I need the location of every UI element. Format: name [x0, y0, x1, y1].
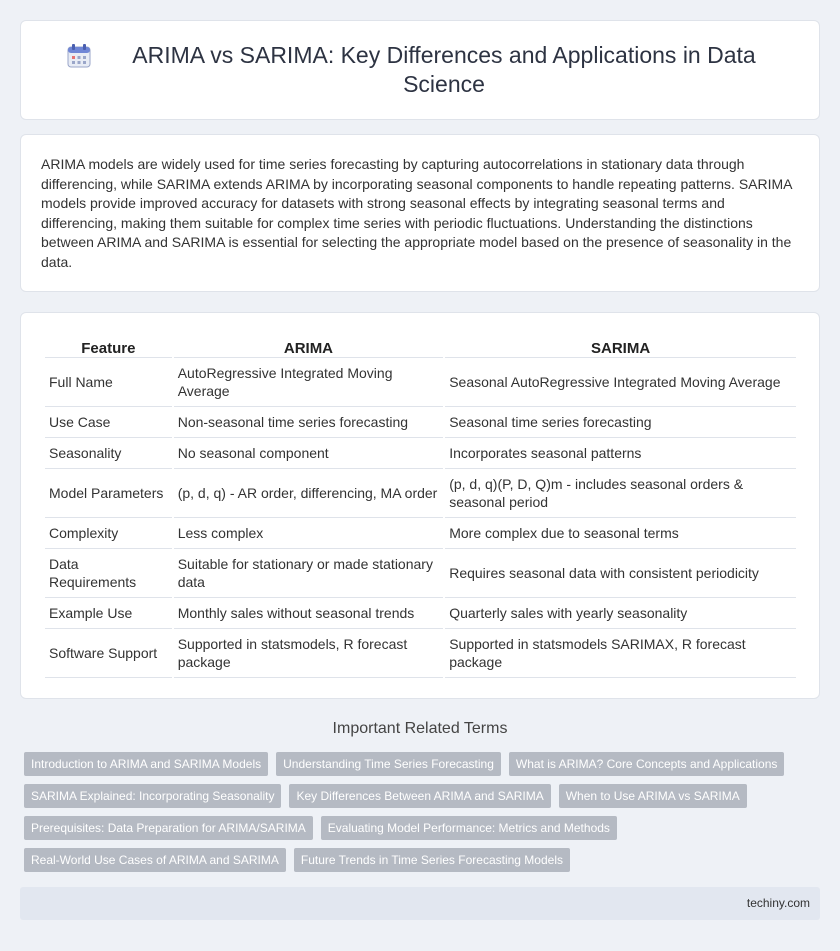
arima-cell: Supported in statsmodels, R forecast package [174, 629, 444, 678]
feature-cell: Software Support [45, 629, 172, 678]
header-card [20, 20, 820, 120]
arima-cell: Suitable for stationary or made stationary data [174, 549, 444, 598]
arima-cell: (p, d, q) - AR order, differencing, MA order [174, 469, 444, 518]
arima-cell: Less complex [174, 518, 444, 549]
sarima-cell: (p, d, q)(P, D, Q)m - includes seasonal orders & seasonal period [445, 469, 796, 518]
sarima-cell: Requires seasonal data with consistent periodicity [445, 549, 796, 598]
table-row [45, 549, 796, 598]
table-row [45, 598, 796, 629]
arima-cell: Monthly sales without seasonal trends [174, 598, 444, 629]
table-row [45, 407, 796, 438]
sarima-cell: Seasonal AutoRegressive Integrated Moving Average [445, 358, 796, 407]
related-term-tag[interactable]: Understanding Time Series Forecasting [276, 752, 501, 776]
feature-cell: Use Case [45, 407, 172, 438]
footer [20, 887, 820, 920]
feature-cell: Data Requirements [45, 549, 172, 598]
table-row [45, 469, 796, 518]
sarima-cell: Incorporates seasonal patterns [445, 438, 796, 469]
header-sarima: SARIMA [445, 335, 796, 358]
feature-cell: Seasonality [45, 438, 172, 469]
header-arima: ARIMA [174, 335, 444, 358]
intro-paragraph: ARIMA models are widely used for time series forecasting by capturing autocorrelations in stationary data through differencing, while SARIMA extends ARIMA by incorporating seasonal components to handle repeating patterns. SARIMA models provide improved accuracy for datasets with strong seasonal effects by integrating seasonal terms and differencing, making them suitable for complex time series with periodic fluctuations. Understanding the distinctions between ARIMA and SARIMA is essential for selecting the appropriate model based on the presence of seasonality in the data. [41, 156, 792, 270]
arima-cell: AutoRegressive Integrated Moving Average [174, 358, 444, 407]
feature-cell: Full Name [45, 358, 172, 407]
sarima-cell: Quarterly sales with yearly seasonality [445, 598, 796, 629]
sarima-cell: More complex due to seasonal terms [445, 518, 796, 549]
related-term-tag[interactable]: Key Differences Between ARIMA and SARIMA [289, 784, 550, 808]
sarima-cell: Supported in statsmodels SARIMAX, R forecast package [445, 629, 796, 678]
table-row [45, 438, 796, 469]
comparison-table [43, 335, 798, 678]
related-term-tag[interactable]: What is ARIMA? Core Concepts and Applications [509, 752, 784, 776]
related-term-tag[interactable]: Prerequisites: Data Preparation for ARIMA/SARIMA [24, 816, 313, 840]
feature-cell: Complexity [45, 518, 172, 549]
calendar-icon [66, 43, 92, 69]
header-feature: Feature [45, 335, 172, 358]
footer-site-link[interactable]: techiny.com [746, 896, 810, 910]
intro-card [20, 134, 820, 292]
related-term-tag[interactable]: SARIMA Explained: Incorporating Seasonality [24, 784, 281, 808]
comparison-table-card [20, 312, 820, 699]
related-term-tag[interactable]: Introduction to ARIMA and SARIMA Models [24, 752, 268, 776]
related-terms-title: Important Related Terms [332, 720, 508, 737]
page-title: ARIMA vs SARIMA: Key Differences and Applications in Data Science [132, 42, 756, 97]
arima-cell: Non-seasonal time series forecasting [174, 407, 444, 438]
table-header-row [45, 335, 796, 358]
feature-cell: Example Use [45, 598, 172, 629]
arima-cell: No seasonal component [174, 438, 444, 469]
related-term-tag[interactable]: Evaluating Model Performance: Metrics and Methods [321, 816, 617, 840]
related-terms-list [24, 752, 804, 872]
feature-cell: Model Parameters [45, 469, 172, 518]
related-term-tag[interactable]: Future Trends in Time Series Forecasting Models [294, 848, 570, 872]
sarima-cell: Seasonal time series forecasting [445, 407, 796, 438]
table-row [45, 358, 796, 407]
related-term-tag[interactable]: When to Use ARIMA vs SARIMA [559, 784, 747, 808]
table-row [45, 518, 796, 549]
related-term-tag[interactable]: Real-World Use Cases of ARIMA and SARIMA [24, 848, 286, 872]
table-row [45, 629, 796, 678]
